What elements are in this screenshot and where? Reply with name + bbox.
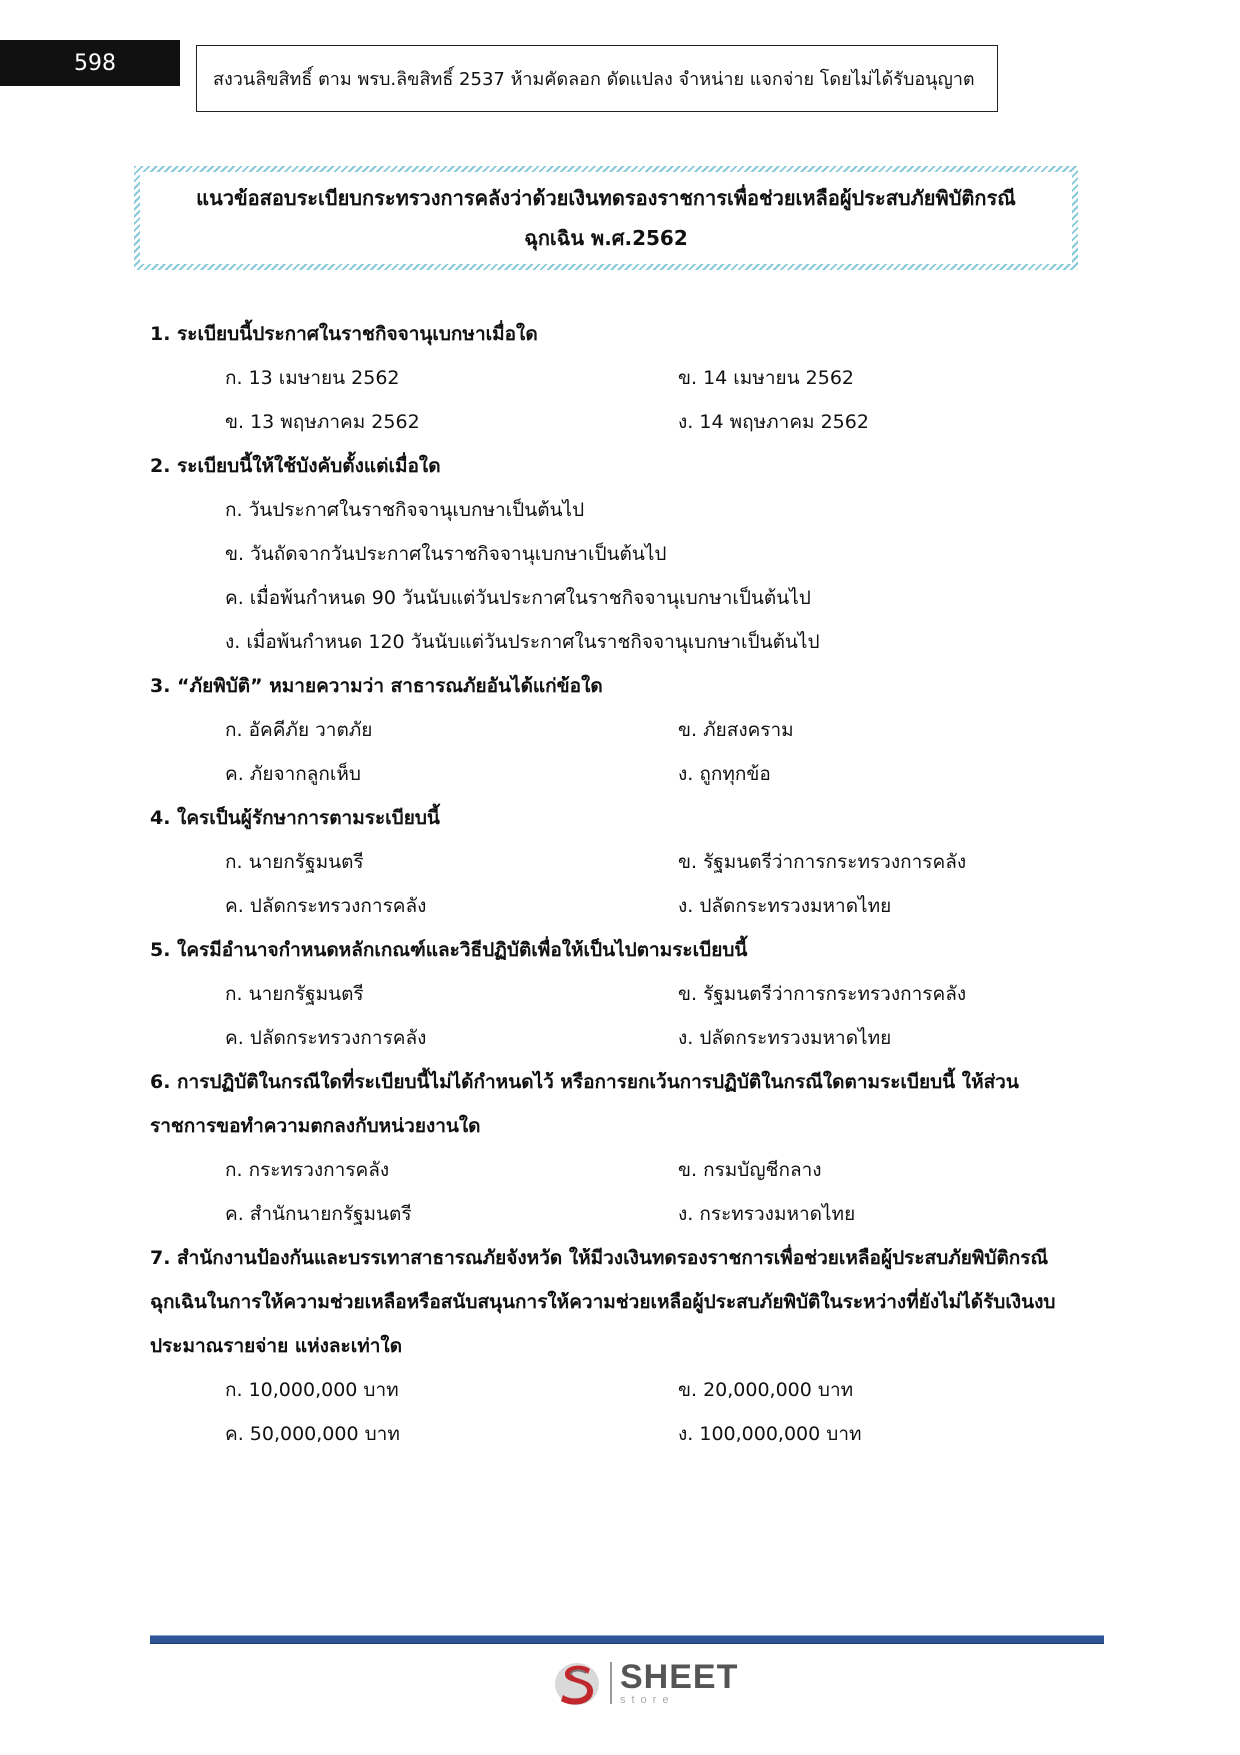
question-text: 5. ใครมีอำนาจกำหนดหลักเกณฑ์และวิธีปฏิบัติเพื่อให้เป็นไปตามระเบียบนี้ <box>150 939 748 961</box>
option-b: ข. 20,000,000 บาท <box>678 1379 854 1401</box>
option-a: ก. 13 เมษายน 2562 <box>225 367 400 389</box>
question-4 <box>150 796 1080 928</box>
option-d: ง. ถูกทุกข้อ <box>678 763 771 785</box>
question-text: 3. “ภัยพิบัติ” หมายความว่า สาธารณภัยอันได้แก่ข้อใด <box>150 675 603 697</box>
option-a: ก. อัคคีภัย วาตภัย <box>225 719 373 741</box>
option-b: ข. กรมบัญชีกลาง <box>678 1159 822 1181</box>
option-a: ก. นายกรัฐมนตรี <box>225 851 364 873</box>
title-line-1: แนวข้อสอบระเบียบกระทรวงการคลังว่าด้วยเงินทดรองราชการเพื่อช่วยเหลือผู้ประสบภัยพิบัติกรณี <box>196 186 1016 210</box>
copyright-notice: สงวนลิขสิทธิ์ ตาม พรบ.ลิขสิทธิ์ 2537 ห้ามคัดลอก ดัดแปลง จำหน่าย แจกจ่าย โดยไม่ได้รับอนุญาต <box>196 45 998 112</box>
question-1 <box>150 312 1080 444</box>
option-b: ข. วันถัดจากวันประกาศในราชกิจจานุเบกษาเป็นต้นไป <box>225 543 667 565</box>
question-text: 4. ใครเป็นผู้รักษาการตามระเบียบนี้ <box>150 807 440 829</box>
option-c: ค. เมื่อพ้นกำหนด 90 วันนับแต่วันประกาศในราชกิจจานุเบกษาเป็นต้นไป <box>225 587 811 609</box>
title-box <box>134 166 1078 270</box>
sheet-store-logo-icon <box>552 1657 602 1709</box>
option-a: ก. นายกรัฐมนตรี <box>225 983 364 1005</box>
option-a: ก. กระทรวงการคลัง <box>225 1159 390 1181</box>
logo-text <box>620 1657 739 1706</box>
logo-word: SHEET <box>620 1657 739 1696</box>
option-c: ข. 13 พฤษภาคม 2562 <box>225 411 420 433</box>
option-d: ง. เมื่อพ้นกำหนด 120 วันนับแต่วันประกาศในราชกิจจานุเบกษาเป็นต้นไป <box>225 631 820 653</box>
option-c: ค. ปลัดกระทรวงการคลัง <box>225 1027 427 1049</box>
option-b: ข. ภัยสงคราม <box>678 719 794 741</box>
option-c: ค. สำนักนายกรัฐมนตรี <box>225 1203 412 1225</box>
question-text: 1. ระเบียบนี้ประกาศในราชกิจจานุเบกษาเมื่อใด <box>150 323 538 345</box>
option-d: ง. 14 พฤษภาคม 2562 <box>678 411 869 433</box>
option-c: ค. ปลัดกระทรวงการคลัง <box>225 895 427 917</box>
option-d: ง. กระทรวงมหาดไทย <box>678 1203 856 1225</box>
sheet-store-logo <box>552 1655 738 1710</box>
question-text: 6. การปฏิบัติในกรณีใดที่ระเบียบนี้ไม่ได้กำหนดไว้ หรือการยกเว้นการปฏิบัติในกรณีใดตามระเบียบนี้ ให้ส่วนราชการขอทำความตกลงกับหน่วยงานใด <box>150 1071 1019 1137</box>
footer-divider <box>150 1635 1104 1644</box>
logo-separator <box>610 1662 612 1704</box>
option-b: ข. 14 เมษายน 2562 <box>678 367 855 389</box>
option-b: ข. รัฐมนตรีว่าการกระทรวงการคลัง <box>678 851 967 873</box>
question-7 <box>150 1236 1080 1456</box>
question-list <box>150 312 1080 1456</box>
question-text: 7. สำนักงานป้องกันและบรรเทาสาธารณภัยจังหวัด ให้มีวงเงินทดรองราชการเพื่อช่วยเหลือผู้ประสบภัยพิบัติกรณีฉุกเฉินในการให้ความช่วยเหลือหรือสนับสนุนการให้ความช่วยเหลือผู้ประสบภัยพิบัติในระหว่างที่ยังไม่ได้รับเงินงบประมาณรายจ่าย แห่งละเท่าใด <box>150 1247 1056 1357</box>
option-d: ง. 100,000,000 บาท <box>678 1423 862 1445</box>
option-d: ง. ปลัดกระทรวงมหาดไทย <box>678 1027 892 1049</box>
option-c: ค. ภัยจากลูกเห็บ <box>225 763 361 785</box>
question-3 <box>150 664 1080 796</box>
title-line-2: ฉุกเฉิน พ.ศ.2562 <box>524 226 688 250</box>
option-b: ข. รัฐมนตรีว่าการกระทรวงการคลัง <box>678 983 967 1005</box>
question-5 <box>150 928 1080 1060</box>
option-a: ก. วันประกาศในราชกิจจานุเบกษาเป็นต้นไป <box>225 499 585 521</box>
question-2 <box>150 444 1080 664</box>
question-text: 2. ระเบียบนี้ให้ใช้บังคับตั้งแต่เมื่อใด <box>150 455 441 477</box>
question-6 <box>150 1060 1080 1236</box>
option-c: ค. 50,000,000 บาท <box>225 1423 400 1445</box>
option-a: ก. 10,000,000 บาท <box>225 1379 399 1401</box>
option-d: ง. ปลัดกระทรวงมหาดไทย <box>678 895 892 917</box>
page-number: 598 <box>0 40 180 86</box>
logo-subword: store <box>620 1693 675 1706</box>
document-title <box>140 172 1072 264</box>
